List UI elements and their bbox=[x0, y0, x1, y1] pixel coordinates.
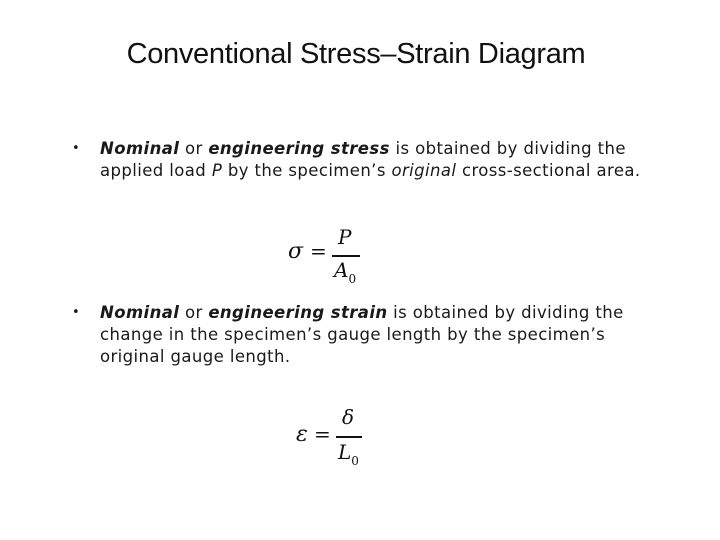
stress-formula bbox=[288, 225, 368, 285]
sigma-symbol: σ bbox=[288, 239, 304, 264]
fraction-bar bbox=[332, 255, 360, 257]
bullet-engineering-strain bbox=[72, 302, 672, 368]
strain-formula bbox=[296, 405, 376, 469]
connector-text: or bbox=[179, 303, 209, 322]
body-text: is obtained by dividing the change in the specimen’s gauge length by the specimen’s original gauge length. bbox=[100, 303, 624, 366]
emphasis-original: original bbox=[391, 161, 457, 180]
body-text: by the specimen’s bbox=[222, 161, 392, 180]
equals-sign: = bbox=[314, 422, 331, 446]
term-nominal: Nominal bbox=[100, 303, 180, 322]
variable-p: P bbox=[211, 161, 223, 180]
slide-title: Conventional Stress–Strain Diagram bbox=[126, 38, 586, 70]
denominator-subscript: 0 bbox=[351, 454, 359, 468]
body-text: cross-sectional area. bbox=[456, 161, 641, 180]
connector-text: or bbox=[179, 139, 209, 158]
term-engineering-stress: engineering stress bbox=[208, 139, 390, 158]
bullet-text bbox=[72, 138, 672, 182]
bullet-engineering-stress bbox=[72, 138, 672, 182]
fraction-bar bbox=[336, 436, 362, 438]
equals-sign: = bbox=[310, 239, 327, 263]
numerator: δ bbox=[342, 405, 355, 429]
denominator: $L_0$ bbox=[338, 440, 359, 468]
bullet-marker: • bbox=[72, 141, 81, 156]
term-engineering-strain: engineering strain bbox=[208, 303, 388, 322]
numerator: P bbox=[338, 225, 352, 249]
epsilon-symbol: ε bbox=[296, 422, 308, 447]
denominator-subscript: 0 bbox=[348, 272, 357, 286]
term-nominal: Nominal bbox=[100, 139, 180, 158]
body-text: is obtained by dividing the applied load bbox=[100, 139, 626, 180]
bullet-marker: • bbox=[72, 305, 81, 320]
bullet-text bbox=[72, 302, 672, 368]
denominator: $A_0$ bbox=[334, 258, 357, 286]
